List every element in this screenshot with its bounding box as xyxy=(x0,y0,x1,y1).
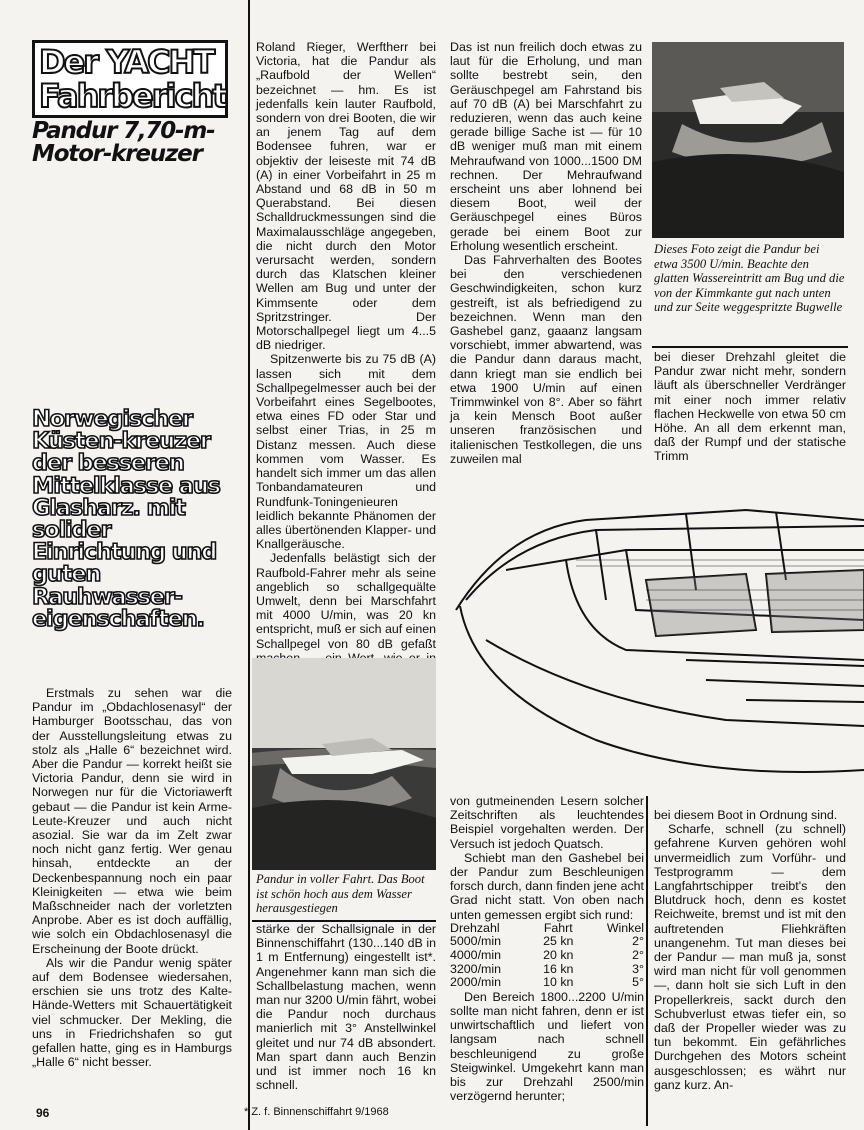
page-number: 96 xyxy=(36,1106,50,1120)
paragraph: Das ist nun freilich doch etwas zu laut für die Erholung, und man sollte bestrebt sein, den Geräuschpegel am Fahrstand bis auf 70 dB (A) bei Marschfahrt zu reduzieren, wenn das auch keine gerade billige Sache ist — für 10 dB weniger muß man mit einem Mehraufwand von 1000...1500 DM rechnen. Der Mehraufwand erscheint uns aber lohnend bei diesem Boot, weil der Geräuschpegel eines Büros gerade bei einem Boot zur Erholung wesentlich erscheint. xyxy=(450,40,642,253)
boat-line-drawing xyxy=(446,490,864,790)
column-2-bottom xyxy=(256,922,436,1092)
table-cell: 16 kn xyxy=(543,961,574,976)
table-header: Drehzahl xyxy=(450,920,500,935)
logo-line-1: Der YACHT xyxy=(39,43,214,81)
column-3-bottom xyxy=(450,794,644,1103)
table-cell: 3° xyxy=(632,961,644,976)
paragraph: Jedenfalls belästigt sich der Raufbold-Fahrer mehr als seine angeblich so schallgequälte Umwelt, denn bei Marschfahrt mit 4000 U/min, was 20 kn entspricht, muß er sich auf einen Schallpegel von 80 dB gefaßt xyxy=(256,551,436,651)
table-cell: 20 kn xyxy=(543,948,574,963)
paragraph: Roland Rieger, Werftherr bei Victoria, hat die Pandur als „Raufbold der Wellen“ bezeichnet — hm. Es ist jedenfalls kein lauter Raufbold, sondern von drei Booten, die wir an jenem Tag auf dem Bodensee fuhren, war er objektiv der leiseste mit 74 dB (A) in einer Vorbeifahrt in 25 m Abstand und 68 dB in 50 m Querabstand. Bei diesen Schalldruckmessungen sind die Maximalausschläge angegeben, die nicht durch den Motor verursacht werden, sondern durch das Klatschen kleiner Wellen am Bug und unter der Kimmsente oder dem Spritzstringer. Der Motorschallpegel liegt um 4...5 dB niedriger. xyxy=(256,40,436,353)
table-cell: 4000/min xyxy=(450,948,501,963)
paragraph: Den Bereich 1800...2200 U/min sollte man nicht fahren, denn er ist unwirtschaftlich und liefert von langsam nach schnell beschleunigend zu große Steigwinkel. Umgekehrt kann man bis zur Drehzahl 2500/min verzögernd herunter; xyxy=(450,989,644,1104)
column-4-top xyxy=(654,350,846,464)
column-divider xyxy=(646,796,648,1126)
paragraph: Erstmals zu sehen war die Pandur im „Obdachlosenasyl“ der Hamburger Bootsschau, das von der Ausstellungsleitung etwas zu stolz als „Halle 6“ bezeichnet wird. Aber die Pandur — korrekt heißt sie Victoria Pandur, denn sie wird in Norwegen nur für die Victoriawerft gebaut — die Pandur ist kein Arme-Leute-Kreuzer und auch nicht asozial. Sie war da im Zelt zwar noch nicht ganz fertig. Wer genau hinsah, entdeckte an der Deckenbespannung noch ein paar Kleinigkeiten — etwa wie beim Maßschneider nach der vorletzten Anprobe. Aber es ist doch auffällig, wie solch ein Obdachlosenasyl die Erscheinung der Boote drückt. xyxy=(32,686,232,956)
magazine-logo xyxy=(32,40,228,118)
table-row xyxy=(450,949,644,963)
photo-caption: Pandur in voller Fahrt. Das Boot ist schön hoch aus dem Wasser herausgestiegen xyxy=(256,872,425,916)
column-3-top xyxy=(450,40,642,466)
table-row xyxy=(450,935,644,949)
table-cell: 3200/min xyxy=(450,961,501,976)
photo-boat-3500-rpm xyxy=(652,42,844,238)
table-cell: 25 kn xyxy=(543,934,574,949)
paragraph: stärke der Schallsignale in der Binnenschiffahrt (130...140 dB in 1 m Entfernung) eingestellt ist*. Angenehmer kann man sich die Schallbelastung machen, wenn man nur 3200 U/min fährt, wobei die Pandur noch durchaus manierlich mit 3° Anstellwinkel gleitet und nur 74 dB absondert. Man spart dann auch Benzin und ist immer noch 16 kn schnell. xyxy=(256,922,436,1093)
table-row xyxy=(450,976,644,990)
table-header: Fahrt xyxy=(543,920,573,935)
paragraph: Spitzenwerte bis zu 75 dB (A) lassen sich mit dem Schallpegelmesser auch bei der Vorbeifahrt eines Segelbootes, etwa eines FD oder Star und selbst einer Trias, in 25 m Distanz messen. Auch diese kommen vom Wasser. Es handelt sich immer um das allen Tonbandamateuren und Rundfunk-Toningenieuren leidlich bekannte Phänomen der alles übertönenden Klapper- und Knallgeräusche. xyxy=(256,352,436,552)
table-cell: 2° xyxy=(632,934,644,949)
column-2-top xyxy=(256,40,436,708)
table-row xyxy=(450,963,644,977)
article-tagline: Norwegischer Küsten-kreuzer der besseren Mittelklasse aus Glasharz. mit solider Einrichtung und guten Rauhwasser-eigenschaften. xyxy=(32,406,220,632)
paragraph: Das Fahrverhalten des Bootes bei den verschiedenen Geschwindigkeiten, schon kurz gestreift, ist als befriedigend zu bezeichnen. Wenn man den Gashebel ganz, gaaanz langsam vorschiebt, immer abwartend, was die Pandur dann daraus macht, dann kriegt man sie endlich bei etwa 1900 U/min auf einen Trimmwinkel von 8°. Aber so fährt ja kein Mensch Boot außer unseren französischen und italienischen Testkollegen, die uns zuweilen mal xyxy=(450,253,642,466)
table-header: Winkel xyxy=(606,920,644,935)
paragraph: bei diesem Boot in Ordnung sind. xyxy=(654,808,838,822)
paragraph: bei dieser Drehzahl gleitet die Pandur zwar nicht mehr, sondern läuft als überschneller Verdränger mit einer noch immer relativ flachen Heckwelle von etwa 50 cm Höhe. An all dem erkennt man, daß der Rumpf und der statische Trimm xyxy=(654,350,846,464)
paragraph: Als wir die Pandur wenig später auf dem Bodensee wiedersahen, erschien sie uns trotz des Kalte-Hände-Wetters mit Schauertätigkeit viel schmucker. Der Mekling, die uns in Friedrichshafen so gut gefallen hatte, ging es in Hamburgs „Halle 6“ nicht besser. xyxy=(32,955,232,1070)
photo-caption: Dieses Foto zeigt die Pandur bei etwa 3500 U/min. Beachte den glatten Wassereintritt am Bug und die von der Kimmkante gut nach unten und zur Seite weggespritzte Bugwelle xyxy=(654,242,845,315)
footnote: * Z. f. Binnenschiffahrt 9/1968 xyxy=(244,1106,389,1118)
table-cell: 5000/min xyxy=(450,934,501,949)
table-cell: 10 kn xyxy=(543,975,574,990)
paragraph: Scharfe, schnell (zu schnell) gefahrene Kurven gehören wohl unvermeidlich zum Vorführ- und Testprogramm — dem Langfahrtschipper treibt's den Blutdruck hoch, denn es kostet Reichweite, bremst und ist mit den auftretenden Fliehkräften unangenehm. Tut man dieses bei der Pandur — man muß ja, sonst wird man nicht für voll genommen —, dann holt sie sich Luft in den Propellerkreis, sackt durch den Schubverlust etwas tiefer ein, so daß der Propeller wieder was zu tun bekommt. Ein gefährliches Durchgehen des Motors scheint ausgeschlossen; es währt nur ganz kurz. An- xyxy=(654,822,846,1092)
table-cell: 2000/min xyxy=(450,975,501,990)
article-title: Pandur 7,70-m-Motor-kreuzer xyxy=(32,118,215,167)
caption-rule xyxy=(652,346,848,348)
table-header-row xyxy=(450,922,644,936)
column-divider xyxy=(248,0,250,1130)
speed-table xyxy=(450,922,644,990)
table-cell: 2° xyxy=(632,948,644,963)
paragraph: von gutmeinenden Lesern solcher Zeitschriften als leuchtendes Beispiel vorgehalten werden. Der Versuch ist jedoch Quatsch. xyxy=(450,794,644,851)
column-1 xyxy=(32,686,232,1069)
column-4-bottom xyxy=(654,808,846,1092)
logo-line-2: Fahrbericht xyxy=(39,77,226,115)
table-cell: 5° xyxy=(632,975,644,990)
paragraph: Schiebt man den Gashebel bei der Pandur zum Beschleunigen forsch durch, dann finden jene acht Grad nicht statt. Von oben nach unten gemessen ergibt sich rund: xyxy=(450,850,644,922)
photo-boat-full-speed xyxy=(252,658,436,870)
